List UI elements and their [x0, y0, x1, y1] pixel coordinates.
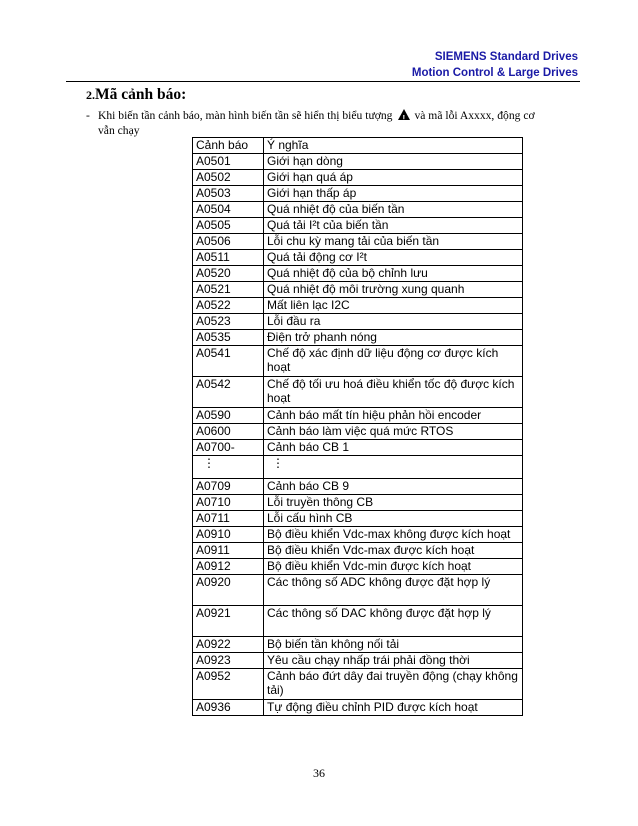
alarm-code-table	[192, 137, 523, 716]
intro-text-before-icon: Khi biến tần cảnh báo, màn hình biến tần sẽ hiển thị biểu tượng	[98, 109, 393, 122]
alarm-code-cell: A0700-	[193, 440, 264, 456]
alarm-meaning-cell: Bộ biến tần không nối tải	[264, 637, 523, 653]
column-header-alarm: Cảnh báo	[193, 138, 264, 154]
alarm-code-cell: A0541	[193, 346, 264, 377]
alarm-meaning-cell: Quá nhiệt độ của biến tần	[264, 202, 523, 218]
table-row	[193, 559, 523, 575]
intro-text-line2: vẫn chạy	[98, 124, 140, 137]
table-row	[193, 218, 523, 234]
alarm-meaning-cell: Lỗi cấu hình CB	[264, 511, 523, 527]
table-row	[193, 202, 523, 218]
table-row	[193, 575, 523, 606]
table-row	[193, 653, 523, 669]
alarm-code-cell: A0523	[193, 314, 264, 330]
table-row	[193, 495, 523, 511]
alarm-meaning-cell: Quá tải động cơ I²t	[264, 250, 523, 266]
alarm-code-cell: A0535	[193, 330, 264, 346]
alarm-code-cell: A0511	[193, 250, 264, 266]
alarm-code-cell: A0542	[193, 377, 264, 408]
table-row	[193, 186, 523, 202]
table-row	[193, 250, 523, 266]
alarm-code-cell: A0911	[193, 543, 264, 559]
alarm-code-cell: A0936	[193, 700, 264, 716]
table-row	[193, 330, 523, 346]
section-heading	[86, 86, 186, 104]
section-title: Mã cảnh báo:	[95, 86, 187, 103]
alarm-code-cell: A0921	[193, 606, 264, 637]
table-row	[193, 637, 523, 653]
alarm-code-cell: A0922	[193, 637, 264, 653]
table-row	[193, 408, 523, 424]
alarm-meaning-cell: Yêu cầu chạy nhấp trái phải đồng thời	[264, 653, 523, 669]
table-row	[193, 511, 523, 527]
page-number: 36	[313, 766, 325, 780]
alarm-meaning-cell: Cảnh báo CB 1	[264, 440, 523, 456]
document-header	[412, 49, 578, 81]
alarm-meaning-cell: Quá tải I²t của biến tần	[264, 218, 523, 234]
table-row	[193, 346, 523, 377]
alarm-code-cell: A0600	[193, 424, 264, 440]
alarm-meaning-cell: Các thông số ADC không được đặt hợp lý	[264, 575, 523, 606]
alarm-meaning-cell: ⋮	[264, 456, 523, 479]
alarm-code-cell: A0522	[193, 298, 264, 314]
alarm-code-cell: A0501	[193, 154, 264, 170]
alarm-meaning-cell: Tự động điều chỉnh PID được kích hoạt	[264, 700, 523, 716]
alarm-code-cell: A0503	[193, 186, 264, 202]
table-row	[193, 170, 523, 186]
alarm-meaning-cell: Chế độ tối ưu hoá điều khiển tốc độ được kích hoạt	[264, 377, 523, 408]
table-header-row	[193, 138, 523, 154]
alarm-code-cell: A0590	[193, 408, 264, 424]
alarm-meaning-cell: Chế độ xác định dữ liệu động cơ được kích hoạt	[264, 346, 523, 377]
alarm-code-cell: A0506	[193, 234, 264, 250]
alarm-code-cell: A0504	[193, 202, 264, 218]
alarm-meaning-cell: Lỗi truyền thông CB	[264, 495, 523, 511]
alarm-code-cell: A0520	[193, 266, 264, 282]
intro-paragraph	[86, 108, 586, 138]
alarm-meaning-cell: Giới hạn quá áp	[264, 170, 523, 186]
alarm-meaning-cell: Lỗi đầu ra	[264, 314, 523, 330]
table-row	[193, 234, 523, 250]
table-row	[193, 266, 523, 282]
header-rule	[66, 81, 580, 82]
table-row	[193, 154, 523, 170]
alarm-code-cell: A0920	[193, 575, 264, 606]
alarm-meaning-cell: Các thông số DAC không được đặt hợp lý	[264, 606, 523, 637]
alarm-code-cell: A0505	[193, 218, 264, 234]
warning-triangle-icon	[398, 109, 410, 120]
alarm-meaning-cell: Lỗi chu kỳ mang tải của biến tần	[264, 234, 523, 250]
table-row	[193, 377, 523, 408]
alarm-code-cell: ⋮	[193, 456, 264, 479]
alarm-meaning-cell: Giới hạn dòng	[264, 154, 523, 170]
table-row	[193, 298, 523, 314]
table-row	[193, 440, 523, 456]
intro-text-after-icon: và mã lỗi Axxxx, động cơ	[414, 109, 535, 122]
alarm-meaning-cell: Điện trở phanh nóng	[264, 330, 523, 346]
alarm-code-cell: A0952	[193, 669, 264, 700]
header-brand: SIEMENS Standard Drives	[434, 51, 578, 63]
alarm-code-cell: A0709	[193, 479, 264, 495]
table-row	[193, 669, 523, 700]
table-row	[193, 527, 523, 543]
alarm-meaning-cell: Quá nhiệt độ của bộ chỉnh lưu	[264, 266, 523, 282]
alarm-code-cell: A0910	[193, 527, 264, 543]
alarm-code-cell: A0711	[193, 511, 264, 527]
alarm-code-cell: A0923	[193, 653, 264, 669]
table-row	[193, 314, 523, 330]
alarm-meaning-cell: Cảnh báo làm việc quá mức RTOS	[264, 424, 523, 440]
table-row	[193, 606, 523, 637]
alarm-code-cell: A0521	[193, 282, 264, 298]
table-row	[193, 282, 523, 298]
alarm-meaning-cell: Cảnh báo đứt dây đai truyền động (chạy không tải)	[264, 669, 523, 700]
alarm-meaning-cell: Cảnh báo mất tín hiệu phản hồi encoder	[264, 408, 523, 424]
table-row	[193, 456, 523, 479]
bullet-dash: -	[86, 109, 90, 122]
alarm-meaning-cell: Mất liên lạc I2C	[264, 298, 523, 314]
alarm-meaning-cell: Bộ điều khiển Vdc-min được kích hoạt	[264, 559, 523, 575]
table-row	[193, 543, 523, 559]
alarm-meaning-cell: Cảnh báo CB 9	[264, 479, 523, 495]
alarm-meaning-cell: Bộ điều khiển Vdc-max được kích hoạt	[264, 543, 523, 559]
header-division: Motion Control & Large Drives	[411, 67, 578, 79]
table-row	[193, 424, 523, 440]
table-row	[193, 700, 523, 716]
column-header-meaning: Ý nghĩa	[264, 138, 523, 154]
alarm-meaning-cell: Giới hạn thấp áp	[264, 186, 523, 202]
alarm-code-cell: A0502	[193, 170, 264, 186]
section-number: 2.	[86, 88, 95, 102]
alarm-meaning-cell: Bộ điều khiển Vdc-max không được kích hoạt	[264, 527, 523, 543]
alarm-code-cell: A0912	[193, 559, 264, 575]
alarm-meaning-cell: Quá nhiệt độ môi trường xung quanh	[264, 282, 523, 298]
alarm-code-cell: A0710	[193, 495, 264, 511]
table-row	[193, 479, 523, 495]
